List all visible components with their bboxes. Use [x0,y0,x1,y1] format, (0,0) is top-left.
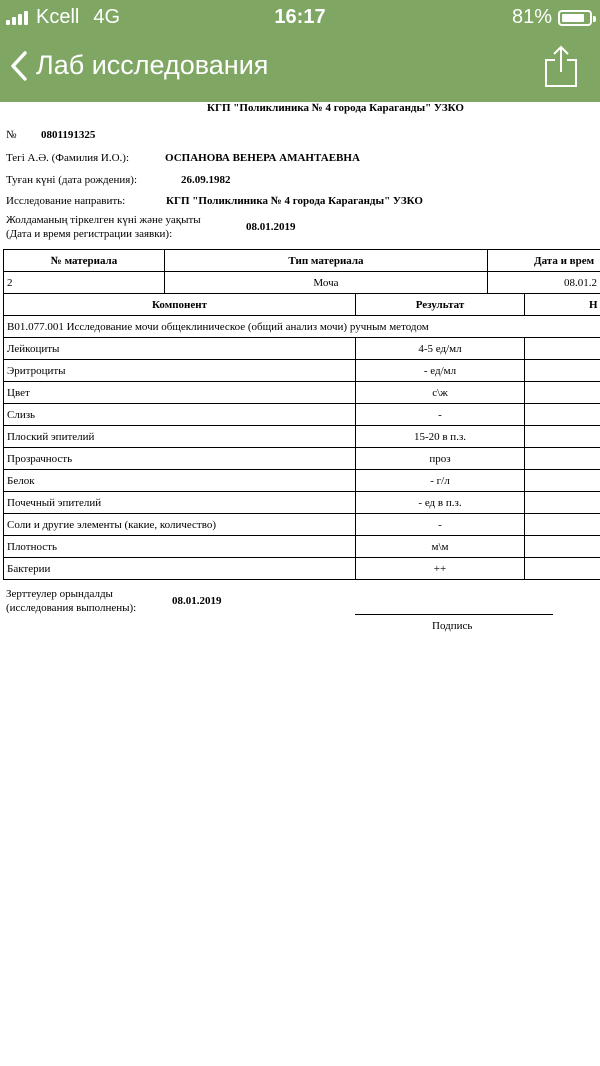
component-name: Соли и другие элементы (какие, количество) [4,514,356,536]
name-label: Тегі А.Ә. (Фамилия И.О.): [6,152,130,164]
material-header-number: № материала [4,250,165,272]
component-norm [525,536,600,558]
material-date: 08.01.2 [488,272,600,294]
registration-label-ru: (Дата и время регистрации заявки): [6,228,173,240]
material-type: Моча [165,272,488,294]
component-name: Эритроциты [4,360,356,382]
component-norm [525,426,600,448]
component-norm [525,382,600,404]
component-name: Прозрачность [4,448,356,470]
component-norm [525,470,600,492]
registration-label-kz: Жолдаманың тіркелген күні және уақыты [6,214,201,226]
nav-title: Лаб исследования [36,50,269,80]
component-result: проз [356,448,525,470]
component-name: Слизь [4,404,356,426]
signature-line [355,614,553,615]
name-value: ОСПАНОВА ВЕНЕРА АМАНТАЕВНА [165,152,360,164]
lab-report-document[interactable] [0,102,600,1066]
component-result: с\ж [356,382,525,404]
component-result: 15-20 в п.з. [356,426,525,448]
component-result: 4-5 ед/мл [356,338,525,360]
component-norm [525,514,600,536]
results-header-result: Результат [356,294,525,316]
material-header-type: Тип материала [165,250,488,272]
material-header-row [4,250,600,272]
table-row [4,382,600,404]
component-result: м\м [356,536,525,558]
table-row [4,360,600,382]
component-norm [525,558,600,580]
referral-value: КГП "Поликлиника № 4 города Караганды" УЗКО [166,195,423,207]
table-row [4,514,600,536]
completed-value: 08.01.2019 [172,595,222,607]
component-result: - [356,514,525,536]
section-title: B01.077.001 Исследование мочи общеклиническое (общий анализ мочи) ручным методом [4,316,600,338]
chevron-left-icon [10,51,28,81]
registration-value: 08.01.2019 [246,221,296,233]
status-time: 16:17 [274,6,326,28]
material-row [4,272,600,294]
number-value: 0801191325 [41,129,96,141]
completed-label-kz: Зерттеулер орындалды [6,588,113,600]
material-number: 2 [4,272,165,294]
component-norm [525,404,600,426]
table-row [4,338,600,360]
results-header-norm: Н [525,294,600,316]
component-norm [525,448,600,470]
org-header: КГП "Поликлиника № 4 города Караганды" УЗКО [207,102,464,114]
table-row [4,470,600,492]
table-row [4,426,600,448]
material-table [3,249,600,294]
dob-value: 26.09.1982 [181,174,231,186]
component-result: - ед в п.з. [356,492,525,514]
table-row [4,536,600,558]
results-header-row [4,294,600,316]
table-row [4,492,600,514]
number-label: № [6,129,17,141]
results-header-component: Компонент [4,294,356,316]
carrier-label: Kcell [36,6,80,28]
component-name: Плоский эпителий [4,426,356,448]
dob-label: Туған күні (дата рождения): [6,174,138,186]
component-name: Цвет [4,382,356,404]
component-result: - г/л [356,470,525,492]
section-row [4,316,600,338]
component-name: Лейкоциты [4,338,356,360]
back-button[interactable] [10,50,268,81]
component-norm [525,360,600,382]
component-name: Бактерии [4,558,356,580]
completed-label-ru: (исследования выполнены): [6,602,137,614]
results-table [3,293,600,580]
component-result: - [356,404,525,426]
component-result: - ед/мл [356,360,525,382]
battery-percent: 81% [511,6,552,28]
signature-label: Подпись [432,620,473,632]
component-norm [525,338,600,360]
table-row [4,404,600,426]
component-result: ++ [356,558,525,580]
status-bar [0,0,600,34]
component-norm [525,492,600,514]
component-name: Плотность [4,536,356,558]
share-button[interactable] [544,44,578,93]
table-row [4,558,600,580]
battery-icon [558,10,592,26]
material-header-date: Дата и врем [488,250,600,272]
nav-bar [0,34,600,102]
network-label: 4G [93,6,121,28]
status-right [512,6,592,29]
table-row [4,448,600,470]
share-icon [544,44,578,88]
component-name: Белок [4,470,356,492]
component-name: Почечный эпителий [4,492,356,514]
referral-label: Исследование направить: [6,195,126,207]
